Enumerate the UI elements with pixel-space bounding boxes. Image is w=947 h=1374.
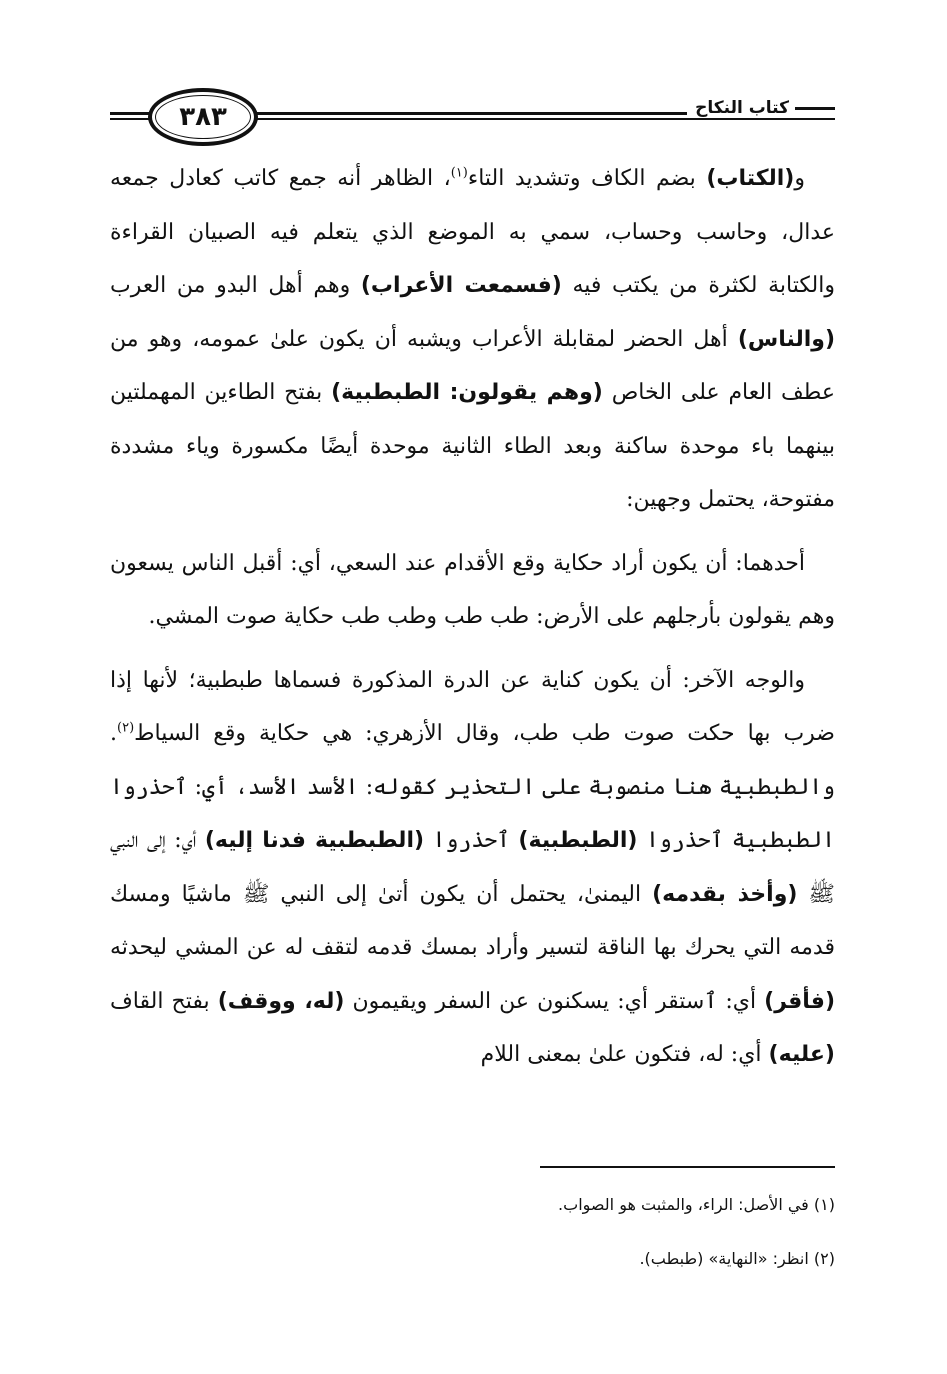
bold-term: (فسمعت الأعراب): [360, 273, 562, 298]
bold-term: (والناس): [737, 326, 835, 352]
footnote-ref-2: (٢): [117, 720, 135, 736]
bold-term: (فأقر): [764, 988, 836, 1014]
bold-term: (الكتاب): [706, 166, 795, 191]
footnote-2: (٢) انظر: «النهاية» (طبطب).: [639, 1249, 835, 1268]
bold-term: (وأخذ بقدمه): [652, 881, 798, 907]
page-number: ٣٨٣: [179, 102, 227, 132]
book-title-text: كتاب النكاح: [695, 98, 789, 118]
footnote-ref-1: (١): [450, 165, 468, 181]
main-text: [110, 152, 835, 1082]
running-title: [687, 98, 835, 118]
bold-term: (وهم يقولون: الطبطبية): [331, 380, 603, 405]
page-number-badge: [148, 88, 258, 146]
footnote-1: (١) في الأصل: الراء، والمثبت هو الصواب.: [558, 1195, 835, 1214]
title-dash: [795, 107, 835, 110]
bold-term: (له، ووقف): [217, 988, 345, 1014]
footnotes: [110, 1178, 835, 1286]
paragraph-1: و(الكتاب) بضم الكاف وتشديد التاء$^{(١)}$، الظاهر أنه جمع كاتب كعادل جمعه عدال، وحاسب وحساب، سمي به الموضع الذي يتعلم فيه الصبيان القراءة والكتابة لكثرة من يكتب فيه (فسمعت الأعراب) وهم أهل البدو من العرب (والناس) أهل الحضر لمقابلة الأعراب ويشبه أن يكون علىٰ عمومه، وهو من عطف العام على الخاص (وهم يقولون: الطبطبية) بفتح الطاءين المهملتين بينهما باء موحدة ساكنة وبعد الطاء الثانية موحدة أيضًا مكسورة وياء مشددة مفتوحة، يحتمل وجهين:: [110, 165, 835, 512]
bold-term: (عليه): [768, 1042, 835, 1067]
page-header: [110, 88, 835, 160]
paragraph-3: والوجه الآخر: أن يكون كناية عن الدرة المذكورة فسماها طبطبية؛ لأنها إذا ضرب بها حكت صوت طب طب، وقال الأزهري: هي حكاية وقع السياط$^{(٢)}$. والطبطبية هنا منصوبة على التحذير كقوله: الأسد الأسد، أي: ٱحذروا الطبطبية ٱحذروا (الطبطبية) ٱحذروا (الطبطبية فدنا إليه) أي: إلى النبي ﷺ (وأخذ بقدمه) اليمنىٰ، يحتمل أن يكون أتىٰ إلى النبي ﷺ ماشيًا ومسك قدمه التي يحرك بها الناقة لتسير وأراد بمسك قدمه لتقف له عن المشي ليحدثه (فأقر) أي: ٱستقر أي: يسكنون عن السفر ويقيمون (له، ووقف) بفتح القاف (عليه) أي: له، فتكون علىٰ بمعنى اللام: [110, 667, 836, 1067]
bold-term: (الطبطبية فدنا إليه): [204, 828, 425, 853]
paragraph-2: أحدهما: أن يكون أراد حكاية وقع الأقدام عند السعي، أي: أقبل الناس يسعون وهم يقولون بأرجلهم على الأرض: طب طب وطب طب حكاية صوت المشي.: [110, 550, 835, 629]
footnote-separator: [540, 1166, 835, 1168]
bold-term: (الطبطبية): [518, 828, 638, 853]
